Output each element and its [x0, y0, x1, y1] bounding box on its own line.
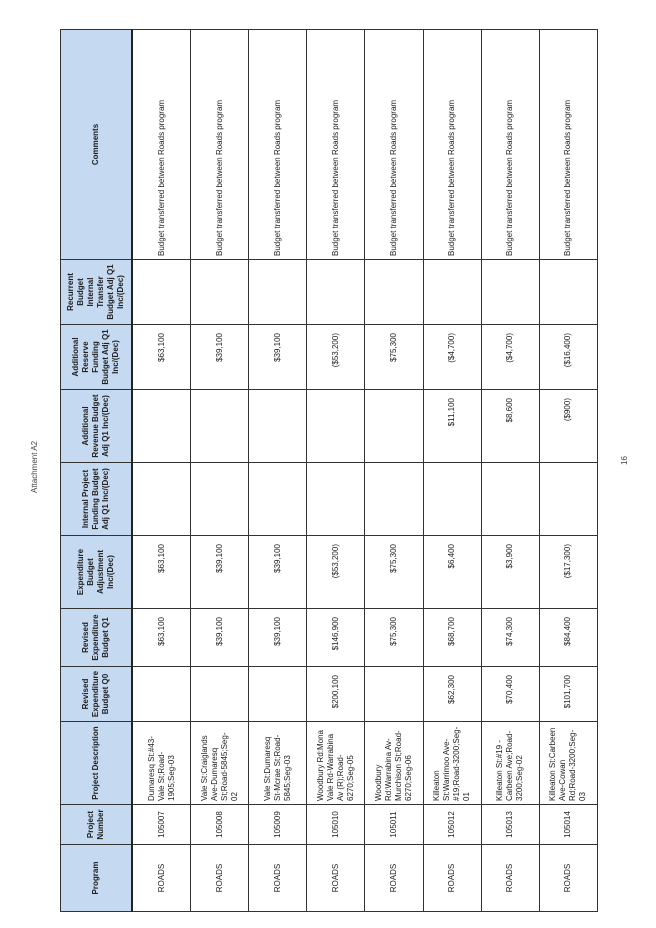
cell-revised-budget-q1: $75,300: [365, 609, 423, 667]
cell-recurrent-internal-transfer: [249, 260, 307, 325]
cell-revised-budget-q0: [249, 667, 307, 722]
cell-project-description: Killeaton St:Carbeen Ave-Cowan Rd;Road-3200;Seg-03: [539, 722, 597, 805]
cell-recurrent-internal-transfer: [481, 260, 539, 325]
cell-recurrent-internal-transfer: [423, 260, 481, 325]
cell-additional-revenue: [132, 390, 191, 463]
header-recurrent-internal-transfer: Recurrent Budget Internal Transfer Budget Adj Q1 Inc/(Dec): [61, 260, 133, 325]
cell-expenditure-adjustment: ($53,200): [307, 536, 365, 609]
cell-additional-revenue: [249, 390, 307, 463]
cell-program: ROADS: [539, 845, 597, 912]
table-row: [423, 30, 481, 912]
cell-expenditure-adjustment: $75,300: [365, 536, 423, 609]
table-row: [307, 30, 365, 912]
cell-comments: Budget transferred between Roads program: [539, 30, 597, 260]
cell-project-number: 105011: [365, 805, 423, 845]
cell-revised-budget-q0: $70,400: [481, 667, 539, 722]
cell-internal-project-funding: [539, 463, 597, 536]
cell-program: ROADS: [365, 845, 423, 912]
cell-comments: Budget transferred between Roads program: [132, 30, 191, 260]
cell-recurrent-internal-transfer: [307, 260, 365, 325]
header-comments: Comments: [61, 30, 133, 260]
cell-program: ROADS: [423, 845, 481, 912]
cell-revised-budget-q1: $68,700: [423, 609, 481, 667]
cell-expenditure-adjustment: ($17,300): [539, 536, 597, 609]
cell-comments: Budget transferred between Roads program: [365, 30, 423, 260]
table-row: [481, 30, 539, 912]
cell-internal-project-funding: [365, 463, 423, 536]
cell-recurrent-internal-transfer: [132, 260, 191, 325]
cell-project-number: 105014: [539, 805, 597, 845]
header-row: [61, 30, 133, 912]
cell-internal-project-funding: [249, 463, 307, 536]
cell-revised-budget-q0: $200,100: [307, 667, 365, 722]
cell-revised-budget-q1: $63,100: [132, 609, 191, 667]
cell-revised-budget-q0: $101,700: [539, 667, 597, 722]
table-row: [132, 30, 191, 912]
header-additional-revenue: Additional Revenue Budget Adj Q1 Inc/(Dec): [61, 390, 133, 463]
cell-revised-budget-q1: $74,300: [481, 609, 539, 667]
cell-additional-reserve-funding: $39,100: [249, 325, 307, 390]
cell-project-description: Vale St:Craiglands Ave-Dumaresq St;Road-5845;Seg-02: [191, 722, 249, 805]
cell-project-description: Vale St:Dumaresq St-Mcrae St;Road-5845;Seg-03: [249, 722, 307, 805]
header-program: Program: [61, 845, 133, 912]
attachment-label: Attachment A2: [30, 440, 39, 493]
cell-additional-revenue: [365, 390, 423, 463]
cell-internal-project-funding: [132, 463, 191, 536]
cell-revised-budget-q0: [365, 667, 423, 722]
cell-recurrent-internal-transfer: [191, 260, 249, 325]
cell-project-description: Woodbury Rd:Mona Vale Rd-Warrabina Av (R);Road-6270;Seg-05: [307, 722, 365, 805]
cell-additional-reserve-funding: ($4,700): [481, 325, 539, 390]
cell-internal-project-funding: [423, 463, 481, 536]
cell-revised-budget-q1: $146,900: [307, 609, 365, 667]
cell-project-description: Killeaton St:Warrimoo Ave-#19;Road-3200;Seg-01: [423, 722, 481, 805]
cell-revised-budget-q0: [132, 667, 191, 722]
cell-additional-reserve-funding: $63,100: [132, 325, 191, 390]
cell-comments: Budget transferred between Roads program: [481, 30, 539, 260]
cell-expenditure-adjustment: $6,400: [423, 536, 481, 609]
cell-additional-revenue: $8,600: [481, 390, 539, 463]
cell-recurrent-internal-transfer: [539, 260, 597, 325]
cell-project-number: 105009: [249, 805, 307, 845]
cell-recurrent-internal-transfer: [365, 260, 423, 325]
table-row: [539, 30, 597, 912]
cell-project-number: 105013: [481, 805, 539, 845]
cell-program: ROADS: [132, 845, 191, 912]
cell-additional-revenue: [191, 390, 249, 463]
header-project-description: Project Description: [61, 722, 133, 805]
table-row: [249, 30, 307, 912]
cell-additional-revenue: ($900): [539, 390, 597, 463]
cell-revised-budget-q0: $62,300: [423, 667, 481, 722]
budget-table-wrapper: [60, 30, 598, 912]
header-expenditure-adjustment: Expenditure Budget Adjustment Inc/(Dec): [61, 536, 133, 609]
cell-project-number: 105012: [423, 805, 481, 845]
cell-additional-reserve-funding: ($53,200): [307, 325, 365, 390]
cell-additional-reserve-funding: ($16,400): [539, 325, 597, 390]
header-revised-budget-q1: Revised Expenditure Budget Q1: [61, 609, 133, 667]
cell-comments: Budget transferred between Roads program: [307, 30, 365, 260]
cell-program: ROADS: [481, 845, 539, 912]
cell-program: ROADS: [191, 845, 249, 912]
header-additional-reserve-funding: Additional Reserve Funding Budget Adj Q1 Inc/(Dec): [61, 325, 133, 390]
cell-internal-project-funding: [481, 463, 539, 536]
cell-project-description: Dumaresq St:#43-Vale St;Road-1905;Seg-03: [132, 722, 191, 805]
cell-revised-budget-q1: $39,100: [249, 609, 307, 667]
cell-project-number: 105008: [191, 805, 249, 845]
budget-adjustment-table: [60, 29, 598, 912]
table-row: [191, 30, 249, 912]
cell-project-description: Killeaton St:#19 - Carbeen Ave;Road-3200;Seg-02: [481, 722, 539, 805]
cell-expenditure-adjustment: $63,100: [132, 536, 191, 609]
cell-additional-revenue: $11,100: [423, 390, 481, 463]
header-project-number: Project Number: [61, 805, 133, 845]
cell-comments: Budget transferred between Roads program: [423, 30, 481, 260]
cell-project-number: 105007: [132, 805, 191, 845]
cell-project-description: Woodbury Rd:Warrabina Av-Murchison St;Road-6270;Seg-06: [365, 722, 423, 805]
cell-additional-revenue: [307, 390, 365, 463]
cell-expenditure-adjustment: $39,100: [191, 536, 249, 609]
cell-additional-reserve-funding: $39,100: [191, 325, 249, 390]
cell-revised-budget-q1: $39,100: [191, 609, 249, 667]
cell-program: ROADS: [249, 845, 307, 912]
cell-comments: Budget transferred between Roads program: [249, 30, 307, 260]
cell-revised-budget-q0: [191, 667, 249, 722]
cell-additional-reserve-funding: ($4,700): [423, 325, 481, 390]
header-revised-budget-q0: Revised Expenditure Budget Q0: [61, 667, 133, 722]
cell-revised-budget-q1: $84,400: [539, 609, 597, 667]
cell-expenditure-adjustment: $39,100: [249, 536, 307, 609]
table-row: [365, 30, 423, 912]
cell-expenditure-adjustment: $3,900: [481, 536, 539, 609]
cell-additional-reserve-funding: $75,300: [365, 325, 423, 390]
header-internal-project-funding: Internal Project Funding Budget Adj Q1 Inc/(Dec): [61, 463, 133, 536]
cell-internal-project-funding: [191, 463, 249, 536]
cell-program: ROADS: [307, 845, 365, 912]
cell-internal-project-funding: [307, 463, 365, 536]
cell-project-number: 105010: [307, 805, 365, 845]
cell-comments: Budget transferred between Roads program: [191, 30, 249, 260]
page-number: 16: [620, 456, 629, 465]
